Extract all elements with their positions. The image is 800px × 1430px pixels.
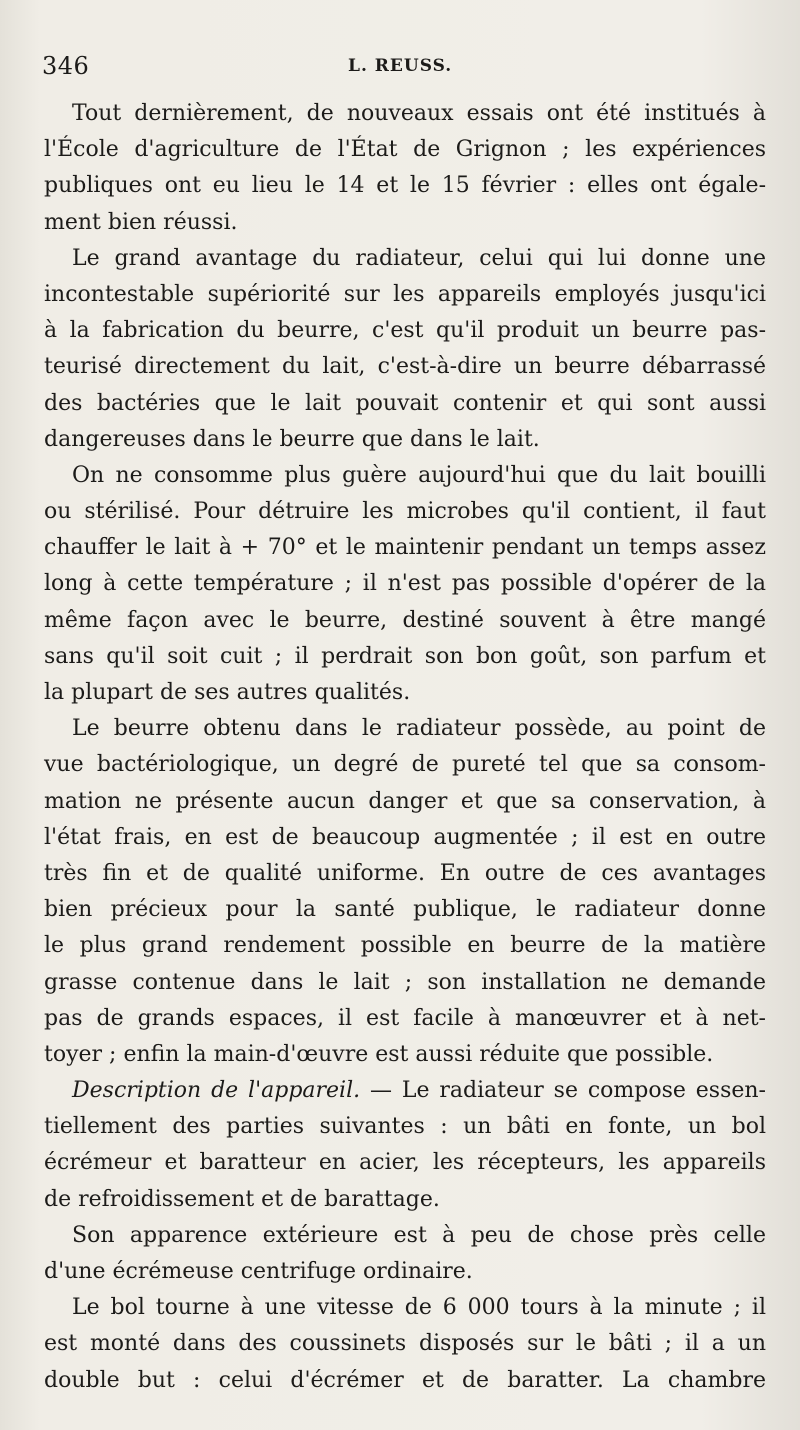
section-lead: Description de l'appareil. — [72, 1078, 361, 1104]
text-line: d'une écrémeuse centrifuge ordinaire. — [44, 1259, 473, 1284]
text-line: Le grand avantage du radiateur, celui qui lui donne une — [72, 245, 766, 271]
text-line: grasse contenue dans le lait ; son installation ne demande — [44, 969, 766, 995]
text-line: écrémeur et baratteur en acier, les récepteurs, les appareils — [44, 1150, 766, 1176]
text-line: l'École d'agriculture de l'État de Grignon ; les expériences — [44, 137, 766, 163]
paragraph-3 — [44, 458, 766, 711]
text-line: Tout dernièrement, de nouveaux essais ont été institués à — [72, 101, 766, 126]
text-line: vue bactériologique, un degré de pureté tel que sa consom- — [44, 752, 766, 778]
body-text — [44, 96, 766, 1399]
text-line: ou stérilisé. Pour détruire les microbes qu'il contient, il faut — [44, 499, 766, 525]
text-line: très fin et de qualité uniforme. En outre de ces avantages — [44, 860, 766, 886]
paragraph-7 — [44, 1290, 766, 1399]
text-line: des bactéries que le lait pouvait contenir et qui sont aussi — [44, 390, 766, 416]
paragraph-5 — [44, 1073, 766, 1218]
text-line: publiques ont eu lieu le 14 et le 15 février : elles ont égale- — [44, 173, 766, 199]
paragraph-4 — [44, 711, 766, 1073]
text-line: mation ne présente aucun danger et que sa conservation, à — [44, 788, 766, 814]
text-line: tiellement des parties suivantes : un bâti en fonte, un bol — [44, 1114, 766, 1140]
text-line: double but : celui d'écrémer et de baratter. La chambre — [44, 1367, 766, 1393]
running-head: L. REUSS. — [348, 56, 453, 76]
text-line — [44, 1073, 766, 1109]
text-line: le plus grand rendement possible en beurre de la matière — [44, 933, 766, 959]
text-line: toyer ; enfin la main-d'œuvre est aussi réduite que possible. — [44, 1041, 714, 1067]
text-line: Le bol tourne à une vitesse de 6 000 tours à la minute ; il — [72, 1295, 766, 1321]
text-line: pas de grands espaces, il est facile à manœuvrer et à net- — [44, 1005, 766, 1031]
paragraph-2 — [44, 241, 766, 458]
text-line: Son apparence extérieure est à peu de chose près celle — [72, 1222, 766, 1248]
page-header — [42, 52, 758, 92]
text-line: à la fabrication du beurre, c'est qu'il produit un beurre pas- — [44, 318, 766, 344]
text-line: long à cette température ; il n'est pas possible d'opérer de la — [44, 571, 766, 597]
text-line: même façon avec le beurre, destiné souvent à être mangé — [44, 607, 766, 633]
text-fragment: — Le radiateur se compose essen- — [360, 1078, 766, 1104]
text-line: ment bien réussi. — [44, 209, 238, 235]
text-line: dangereuses dans le beurre que dans le lait. — [44, 426, 540, 452]
text-line: de refroidissement et de barattage. — [44, 1186, 440, 1212]
page-number: 346 — [42, 52, 90, 80]
text-line: sans qu'il soit cuit ; il perdrait son bon goût, son parfum et — [44, 643, 766, 669]
paragraph-1 — [44, 96, 766, 241]
text-line: est monté dans des coussinets disposés sur le bâti ; il a un — [44, 1331, 766, 1357]
text-line: On ne consomme plus guère aujourd'hui que du lait bouilli — [72, 462, 766, 488]
text-line: teurisé directement du lait, c'est-à-dire un beurre débarrassé — [44, 354, 766, 380]
text-line: la plupart de ses autres qualités. — [44, 680, 411, 705]
text-line: l'état frais, en est de beaucoup augmentée ; il est en outre — [44, 824, 766, 850]
paragraph-6 — [44, 1218, 766, 1290]
text-line: chauffer le lait à + 70° et le maintenir pendant un temps assez — [44, 535, 766, 561]
text-line: Le beurre obtenu dans le radiateur possède, au point de — [72, 716, 766, 742]
text-line: bien précieux pour la santé publique, le radiateur donne — [44, 897, 766, 923]
text-line: incontestable supériorité sur les appareils employés jusqu'ici — [44, 281, 766, 307]
